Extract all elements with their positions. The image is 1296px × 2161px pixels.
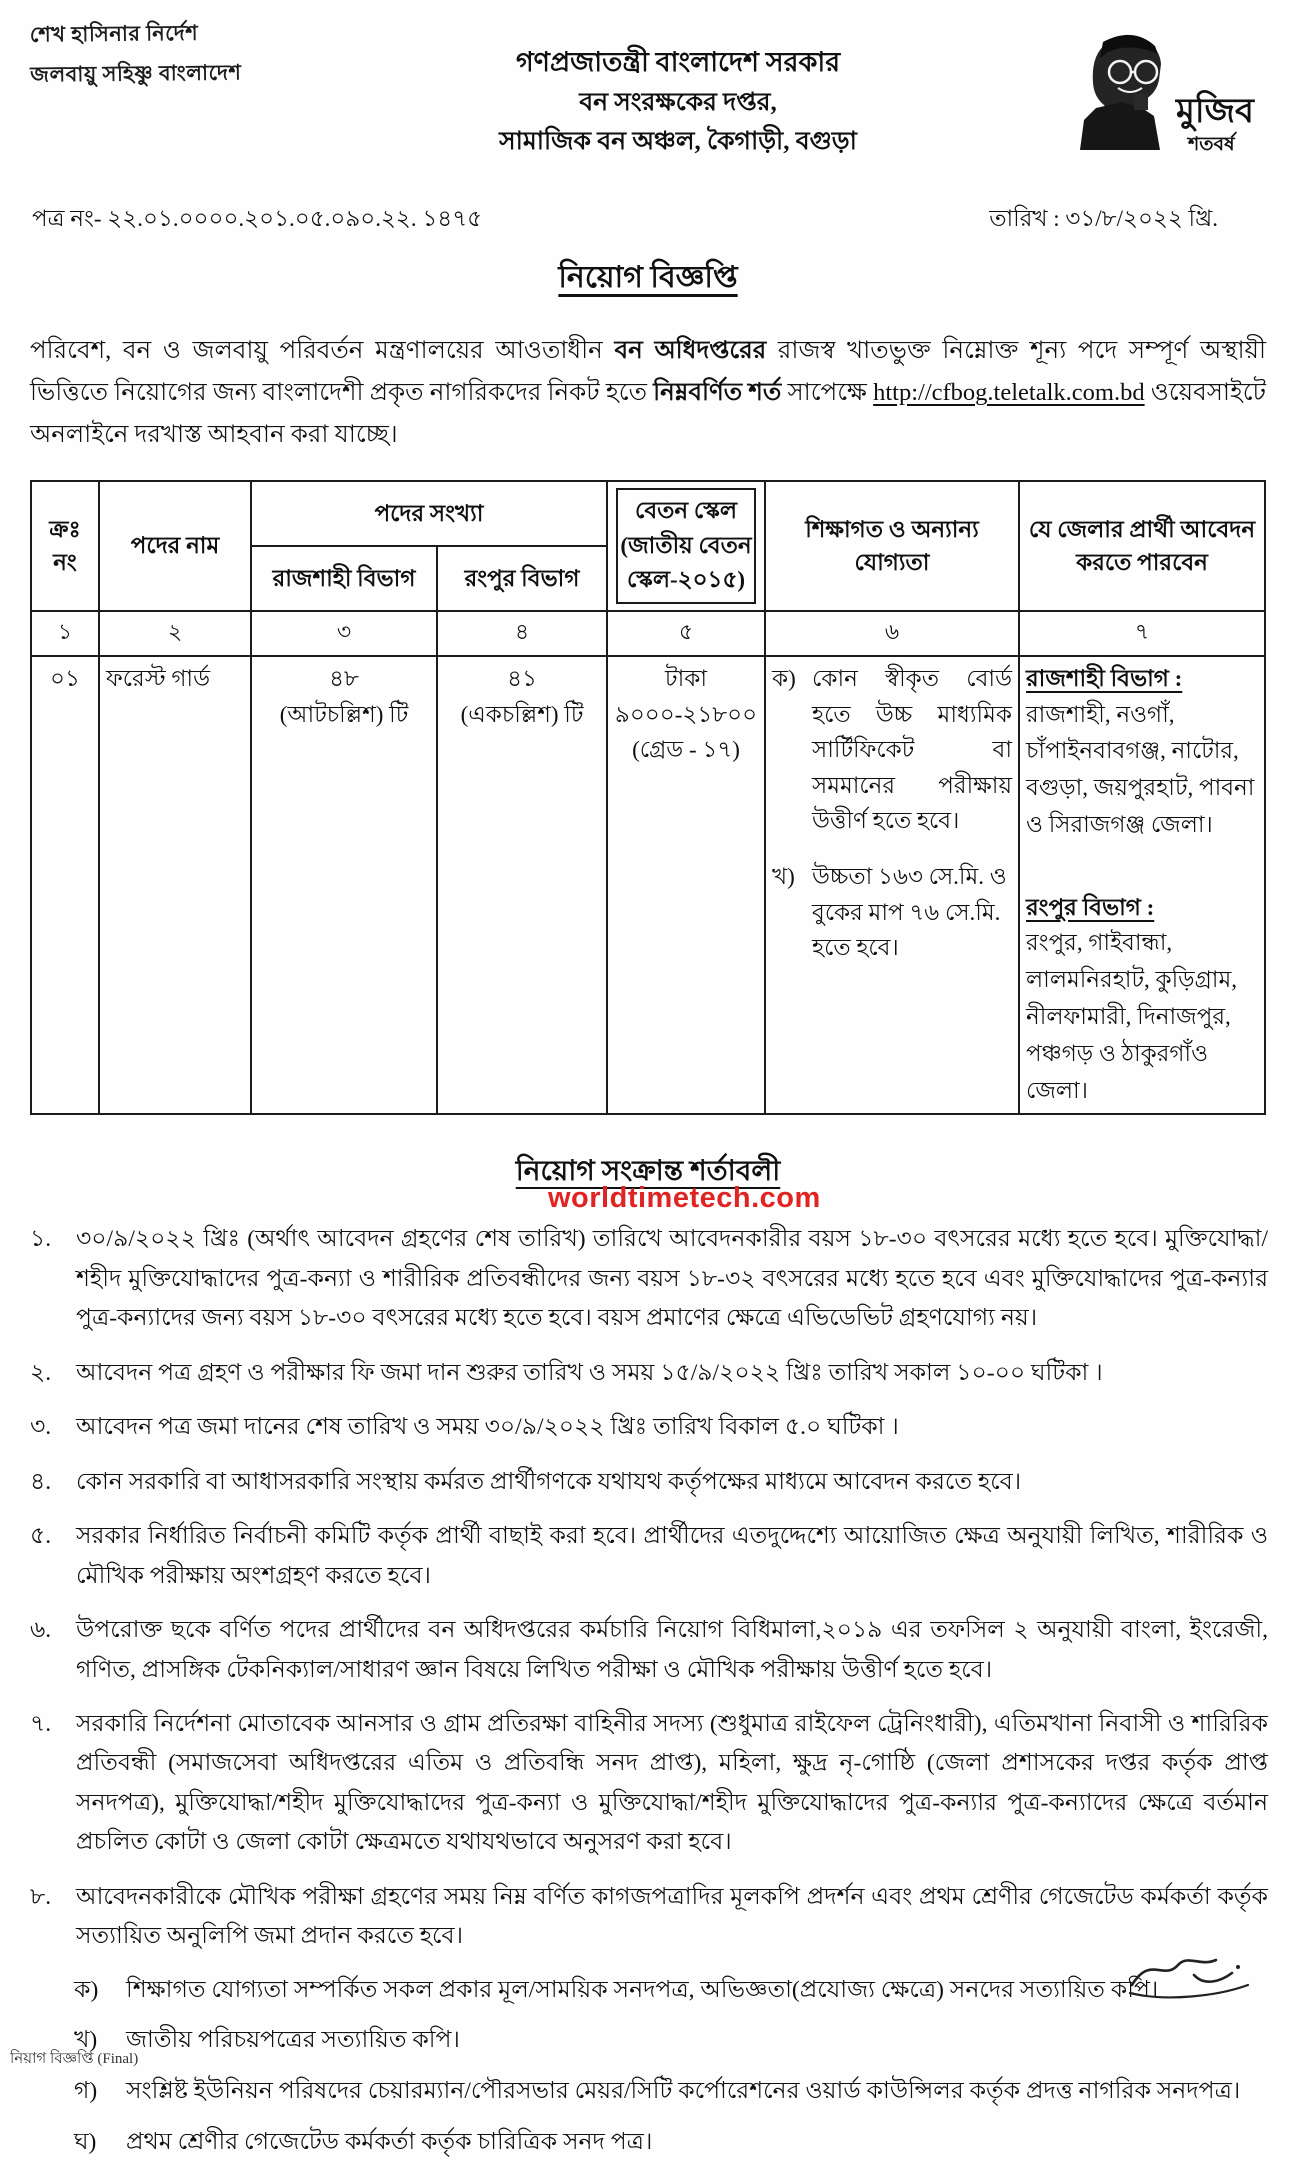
- letter-date: তারিখ : ৩১/৮/২০২২ খ্রি.: [989, 206, 1218, 231]
- slogan-line-1: শেখ হাসিনার নির্দেশ: [29, 20, 199, 47]
- subitem-ga-text: সংশ্লিষ্ট ইউনিয়ন পরিষদের চেয়ারম্যান/পৌরসভার মেয়র/সিটি কর্পোরেশনের ওয়ার্ড কাউন্সিলর কর্তৃক প্রদত্ত নাগরিক সনদপত্র।: [126, 2078, 1241, 2105]
- subitem-ka-marker: ক): [74, 1976, 99, 2003]
- col-num-5: ৫: [607, 611, 765, 656]
- condition-subitem-kha: [74, 2022, 1268, 2060]
- slogan-line-2: জলবায়ু সহিষ্ণু বাংলাদেশ: [30, 60, 242, 87]
- pay-scale-grade: (গ্রেড - ১৭): [632, 737, 740, 763]
- condition-5-number: ৫.: [30, 1523, 52, 1550]
- cell-pay-scale: [607, 656, 765, 1114]
- cell-districts: [1019, 656, 1265, 1114]
- condition-6-text: উপরোক্ত ছকে বর্ণিত পদের প্রার্থীদের বন অধিদপ্তরের কর্মচারি নিয়োগ বিধিমালা,২০১৯ এর তফসিল ২ অনুযায়ী বাংলা, ইংরেজী, গণিত, প্রাসঙ্গিক টেকনিক্যাল/সাধারণ জ্ঞান বিষয়ে লিখিত পরীক্ষা ও মৌখিক পরীক্ষায় উত্তীর্ণ হতে হবে।: [76, 1617, 1268, 1683]
- rangpur-district-list: রংপুর, গাইবান্ধা, লালমনিরহাট, কুড়িগ্রাম, নীলফামারী, দিনাজপুর, পঞ্চগড় ও ঠাকুরগাঁও জেলা।: [1026, 930, 1237, 1103]
- conditions-list: [30, 1220, 1268, 2161]
- intro-bold-1: বন অধিদপ্তরের: [614, 337, 767, 364]
- subitem-ka-text: শিক্ষাগত যোগ্যতা সম্পর্কিত সকল প্রকার মূল/সাময়িক সনদপত্র, অভিজ্ঞতা(প্রযোজ্য ক্ষেত্রে) সনদের সত্যায়িত কপি।: [126, 1976, 1159, 2003]
- subitem-kha-text: জাতীয় পরিচয়পত্রের সত্যায়িত কপি।: [126, 2027, 460, 2054]
- page-title: নিয়োগ বিজ্ঞপ্তি: [558, 261, 738, 294]
- government-name: গণপ্রজাতন্ত্রী বাংলাদেশ সরকার: [515, 47, 841, 77]
- handwritten-slogan: [30, 12, 341, 95]
- rajshahi-count-number: ৪৮: [329, 665, 359, 691]
- conditions-title: নিয়োগ সংক্রান্ত শর্তাবলী: [515, 1156, 781, 1188]
- intro-part-4: ওয়েবসাইটে অনলাইনে দরখাস্ত আহবান করা যাচ্ছে।: [30, 379, 1266, 449]
- condition-item-6: [30, 1611, 1268, 1690]
- government-office-block: [340, 14, 1016, 161]
- condition-3-number: ৩.: [30, 1414, 52, 1441]
- col-num-7: ৭: [1019, 611, 1265, 656]
- condition-item-3: [30, 1408, 1268, 1447]
- col-header-serial: ক্রঃ নং: [31, 481, 99, 611]
- cell-rajshahi-count: [251, 656, 437, 1114]
- condition-2-number: ২.: [30, 1359, 52, 1386]
- subitem-gha-marker: ঘ): [74, 2128, 97, 2155]
- condition-3-text: আবেদন পত্র জমা দানের শেষ তারিখ ও সময় ৩০/৯/২০২২ খ্রিঃ তারিখ বিকাল ৫.০ ঘটিকা ।: [76, 1414, 899, 1441]
- intro-part-2: রাজস্ব খাতভুক্ত নিম্নোক্ত শূন্য পদে সম্পূর্ণ অস্থায়ী ভিত্তিতে নিয়োগের জন্য বাংলাদেশী প্রকৃত নাগরিকদের নিকট হতে: [30, 337, 1266, 407]
- pay-scale-currency: টাকা: [665, 665, 707, 691]
- column-number-row: [31, 611, 1265, 656]
- cell-post-name: ফরেস্ট গার্ড: [99, 656, 251, 1114]
- signature-icon: [1126, 1945, 1256, 2005]
- intro-part-1: পরিবেশ, বন ও জলবায়ু পরিবর্তন মন্ত্রণালয়ের আওতাধীন: [30, 337, 615, 364]
- condition-8-text: আবেদনকারীকে মৌখিক পরীক্ষা গ্রহণের সময় নিম্ন বর্ণিত কাগজপত্রাদির মূলকপি প্রদর্শন এবং প্রথম শ্রেণীর গেজেটেড কর্মকর্তা কর্তৃক সত্যায়িত অনুলিপি জমা প্রদান করতে হবে।: [76, 1883, 1268, 1950]
- subitem-kha-marker: খ): [74, 2027, 98, 2054]
- signature: [1126, 1945, 1256, 2010]
- condition-item-7: [30, 1705, 1268, 1863]
- condition-4-number: ৪.: [30, 1468, 52, 1495]
- condition-2-text: আবেদন পত্র গ্রহণ ও পরীক্ষার ফি জমা দান শুরুর তারিখ ও সময় ১৫/৯/২০২২ খ্রিঃ তারিখ সকাল ১০-০০ ঘটিকা ।: [76, 1359, 1103, 1386]
- rangpur-count-number: ৪১: [507, 665, 537, 691]
- watermark-text: worldtimetech.com: [548, 1182, 821, 1214]
- condition-item-5: [30, 1517, 1268, 1596]
- rangpur-count-words: (একচল্লিশ) টি: [460, 701, 584, 727]
- condition-6-number: ৬.: [30, 1617, 52, 1644]
- cell-rangpur-count: [437, 656, 607, 1114]
- rajshahi-count-words: (আটচল্লিশ) টি: [279, 701, 409, 727]
- pay-scale-range: ৯০০০-২১৮০০: [614, 701, 758, 727]
- condition-4-text: কোন সরকারি বা আধাসরকারি সংস্থায় কর্মরত প্রার্থীগণকে যথাযথ কর্তৃপক্ষের মাধ্যমে আবেদন করতে হবে।: [76, 1468, 1022, 1495]
- col-header-districts: যে জেলার প্রার্থী আবেদন করতে পারবেন: [1019, 481, 1265, 611]
- application-website-link[interactable]: http://cfbog.teletalk.com.bd: [873, 379, 1145, 407]
- condition-7-text: সরকারি নির্দেশনা মোতাবেক আনসার ও গ্রাম প্রতিরক্ষা বাহিনীর সদস্য (শুধুমাত্র রাইফেল ট্রেনিংধারী), এতিমখানা নিবাসী ও শারিরিক প্রতিবন্ধী (সমাজসেবা অধিদপ্তরের এতিম ও প্রতিবন্ধি সনদ প্রাপ্ত), মহিলা, ক্ষুদ্র নৃ-গোষ্ঠি (জেলা প্রশাসকের দপ্তর কর্তৃক প্রাপ্ত সনদপত্র), মুক্তিযোদ্ধা/শহীদ মুক্তিযোদ্ধাদের পুত্র-কন্যা ও মুক্তিযোদ্ধা/শহীদ মুক্তিযোদ্ধাদের পুত্র-কন্যার পুত্র-কন্যাদের ক্ষেত্রে বর্তমান প্রচলিত কোটা ও জেলা কোটা ক্ষেত্রমতে যথাযথভাবে অনুসরণ করা হবে।: [76, 1711, 1268, 1856]
- col-header-rajshahi-division: রাজশাহী বিভাগ: [251, 546, 437, 611]
- col-header-qualification: শিক্ষাগত ও অন্যান্য যোগ্যতা: [765, 481, 1019, 611]
- letter-number: পত্র নং- ২২.০১.০০০০.২০১.০৫.০৯০.২২. ১৪৭৫: [32, 206, 483, 231]
- subitem-gha-text: প্রথম শ্রেণীর গেজেটেড কর্মকর্তা কর্তৃক চারিত্রিক সনদ পত্র।: [126, 2128, 653, 2155]
- condition-item-8: [30, 1878, 1268, 1957]
- table-row: [31, 656, 1265, 1114]
- cell-serial: ০১: [31, 656, 99, 1114]
- logo-word-mujib: মুজিব: [1176, 93, 1254, 130]
- condition-subitem-ga: [74, 2073, 1268, 2111]
- col-num-2: ২: [99, 611, 251, 656]
- col-num-3: ৩: [251, 611, 437, 656]
- document-header: [0, 0, 1296, 170]
- condition-item-2: [30, 1354, 1268, 1393]
- cell-qualification: [765, 656, 1019, 1114]
- office-address: সামাজিক বন অঞ্চল, কৈগাড়ী, বগুড়া: [499, 127, 857, 155]
- col-header-post-count: পদের সংখ্যা: [251, 481, 607, 546]
- col-header-post-name: পদের নাম: [99, 481, 251, 611]
- table-header-row-1: [31, 481, 1265, 546]
- subitem-ga-marker: গ): [74, 2078, 98, 2105]
- condition-5-text: সরকার নির্ধারিত নির্বাচনী কমিটি কর্তৃক প্রার্থী বাছাই করা হবে। প্রার্থীদের এতদুদ্দেশ্যে আয়োজিত ক্ষেত্র অনুযায়ী লিখিত, শারীরিক ও মৌখিক পরীক্ষায় অংশগ্রহণ করতে হবে।: [76, 1523, 1268, 1589]
- condition-1-text: ৩০/৯/২০২২ খ্রিঃ (অর্থাৎ আবেদন গ্রহণের শেষ তারিখ) তারিখে আবেদনকারীর বয়স ১৮-৩০ বৎসরের মধ্যে হতে হবে। মুক্তিযোদ্ধা/শহীদ মুক্তিযোদ্ধাদের পুত্র-কন্যা ও শারীরিক প্রতিবন্ধীদের জন্য বয়স ১৮-৩২ বৎসরের মধ্যে হতে হবে এবং মুক্তিযোদ্ধাদের পুত্র-কন্যার পুত্র-কন্যাদের জন্য বয়স ১৮-৩০ বৎসরের মধ্যে হতে হবে। বয়স প্রমাণের ক্ষেত্রে এভিডেভিট গ্রহণযোগ্য নয়।: [76, 1226, 1268, 1332]
- col-header-pay-scale: [607, 481, 765, 611]
- logo-word-shotoborsho: শতবর্ষ: [1188, 134, 1235, 155]
- qualification-ka-marker: ক): [772, 665, 796, 691]
- condition-subitem-ka: [74, 1972, 1268, 2010]
- mujib-borsho-logo: [1016, 14, 1266, 170]
- rangpur-division-title: রংপুর বিভাগ :: [1026, 894, 1155, 920]
- pay-scale-box: বেতন স্কেল (জাতীয় বেতন স্কেল-২০১৫): [616, 488, 756, 604]
- col-num-1: ১: [31, 611, 99, 656]
- condition-subitem-gha: [74, 2124, 1268, 2161]
- condition-item-1: [30, 1220, 1268, 1338]
- qualification-item-ka: [772, 661, 1012, 839]
- qualification-kha-text: উচ্চতা ১৬৩ সে.মি. ও বুকের মাপ ৭৬ সে.মি. হতে হবে।: [812, 864, 1007, 961]
- intro-bold-2: নিম্নবর্ণিত শর্ত: [653, 379, 782, 407]
- condition-1-number: ১.: [30, 1226, 52, 1253]
- office-name: বন সংরক্ষকের দপ্তর,: [579, 88, 777, 116]
- mujib-portrait-icon: [1048, 30, 1266, 170]
- condition-8-number: ৮.: [30, 1883, 52, 1910]
- rajshahi-district-list: রাজশাহী, নওগাঁ, চাঁপাইনবাবগঞ্জ, নাটোর, বগুড়া, জয়পুরহাট, পাবনা ও সিরাজগঞ্জ জেলা।: [1026, 701, 1255, 837]
- qualification-kha-marker: খ): [772, 864, 795, 890]
- qualification-item-kha: [772, 859, 1012, 966]
- intro-paragraph: [30, 330, 1266, 456]
- vacancy-table: [30, 480, 1266, 1115]
- qualification-ka-text: কোন স্বীকৃত বোর্ড হতে উচ্চ মাধ্যমিক সার্টিফিকেট বা সমমানের পরীক্ষায় উত্তীর্ণ হতে হবে।: [812, 665, 1013, 834]
- rajshahi-division-title: রাজশাহী বিভাগ :: [1026, 665, 1183, 691]
- col-header-rangpur-division: রংপুর বিভাগ: [437, 546, 607, 611]
- intro-part-3: সাপেক্ষে: [781, 379, 874, 407]
- reference-row: [0, 170, 1296, 239]
- col-num-4: ৪: [437, 611, 607, 656]
- col-num-6: ৬: [765, 611, 1019, 656]
- condition-7-number: ৭.: [30, 1711, 52, 1738]
- footer-file-note: নিয়াগ বিজ্ঞপ্তি (Final): [10, 2051, 139, 2067]
- condition-item-4: [30, 1463, 1268, 1502]
